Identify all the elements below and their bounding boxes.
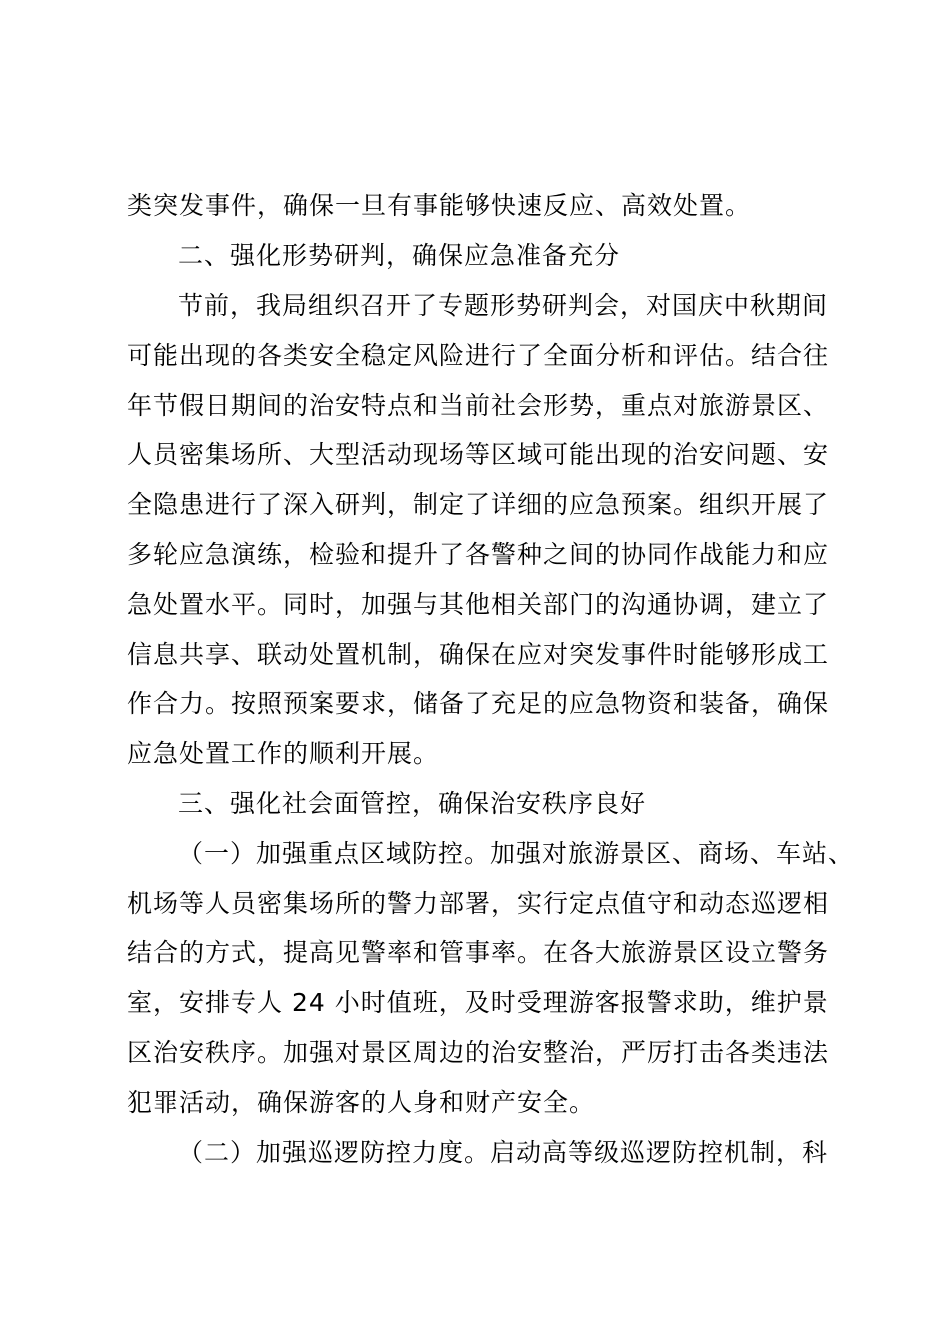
paragraph-line: 应急处置工作的顺利开展。 — [127, 739, 440, 768]
paragraph-line: 结合的方式，提高见警率和管事率。在各大旅游景区设立警务 — [127, 938, 830, 967]
paragraph-line: 全隐患进行了深入研判，制定了详细的应急预案。组织开展了 — [127, 490, 830, 519]
subsection-heading-line: （二）加强巡逻防控力度。启动高等级巡逻防控机制，科 — [178, 1138, 829, 1167]
subsection-heading-line: （一）加强重点区域防控。加强对旅游景区、商场、车站、 — [178, 839, 855, 868]
paragraph-line: 人员密集场所、大型活动现场等区域可能出现的治安问题、安 — [127, 440, 830, 469]
section-heading-three: 三、强化社会面管控，确保治安秩序良好 — [178, 789, 647, 818]
paragraph-line: 区治安秩序。加强对景区周边的治安整治，严厉打击各类违法 — [127, 1038, 830, 1067]
section-heading-two: 二、强化形势研判，确保应急准备充分 — [178, 241, 621, 270]
paragraph-line: 室，安排专人 24 小时值班，及时受理游客报警求助，维护景 — [127, 988, 829, 1017]
paragraph-line: 节前，我局组织召开了专题形势研判会，对国庆中秋期间 — [178, 291, 829, 320]
paragraph-line: 多轮应急演练，检验和提升了各警种之间的协同作战能力和应 — [127, 540, 830, 569]
paragraph-line: 急处置水平。同时，加强与其他相关部门的沟通协调，建立了 — [127, 590, 830, 619]
paragraph-line: 年节假日期间的治安特点和当前社会形势，重点对旅游景区、 — [127, 391, 830, 420]
paragraph-line: 类突发事件，确保一旦有事能够快速反应、高效处置。 — [127, 191, 752, 220]
paragraph-line: 可能出现的各类安全稳定风险进行了全面分析和评估。结合往 — [127, 341, 830, 370]
paragraph-line: 信息共享、联动处置机制，确保在应对突发事件时能够形成工 — [127, 640, 830, 669]
paragraph-line: 机场等人员密集场所的警力部署，实行定点值守和动态巡逻相 — [127, 889, 830, 918]
paragraph-line: 作合力。按照预案要求，储备了充足的应急物资和装备，确保 — [127, 689, 830, 718]
paragraph-line: 犯罪活动，确保游客的人身和财产安全。 — [127, 1088, 596, 1117]
